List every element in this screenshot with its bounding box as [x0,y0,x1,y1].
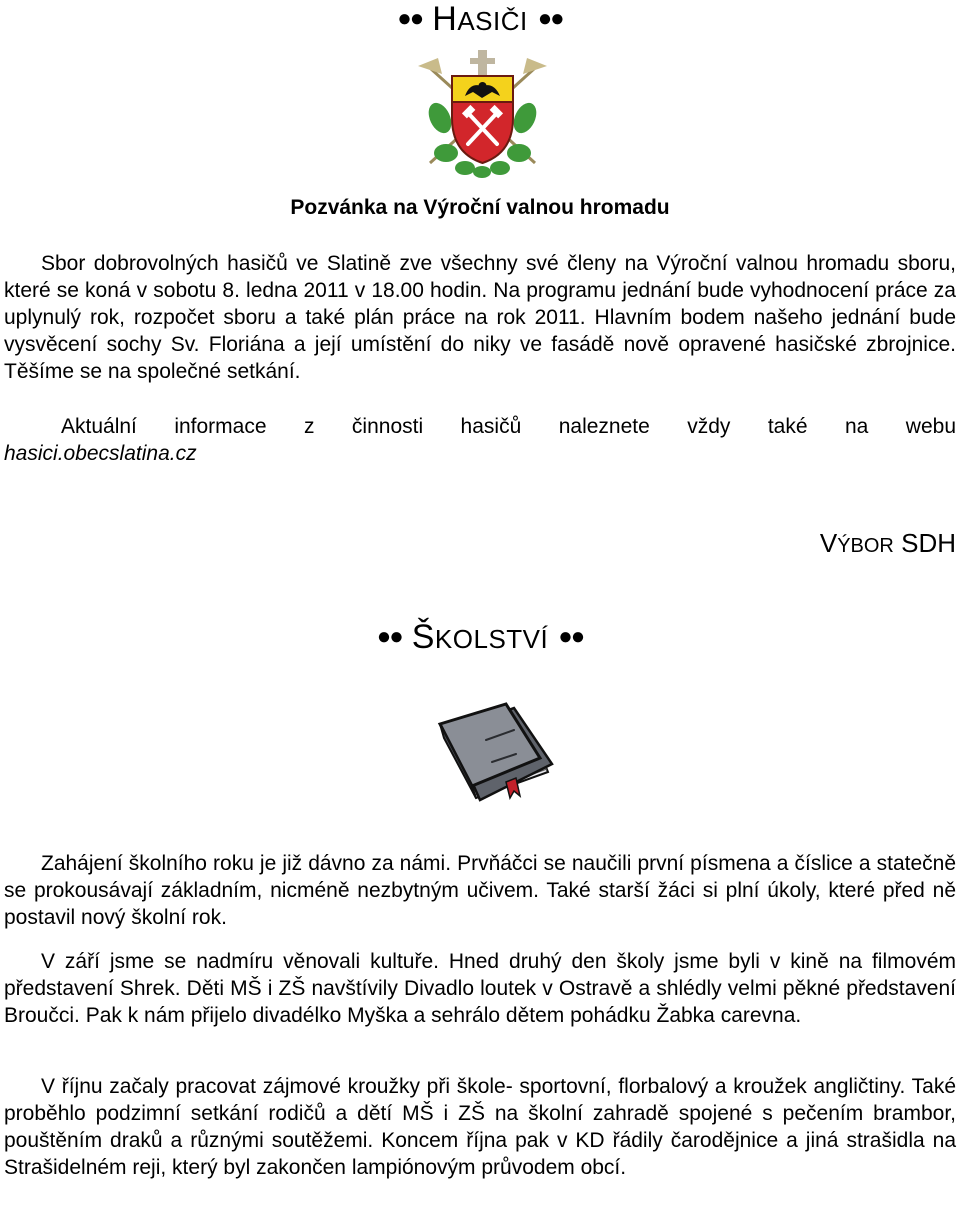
web-link[interactable]: hasici.obecslatina.cz [4,442,197,465]
school-paragraph-2: V září jsme se nadmíru věnovali kultuře. Hned druhý den školy jsme byli v kině na filmovém představení Shrek. Děti MŠ i ZŠ navštívily Divadlo loutek v Ostravě a shlédly velmi pěkné představení Broučci. Pak k nám přijelo divadélko Myška a sehrálo dětem pohádku Žabka carevna. [4,950,956,1027]
bullet-dots-left: ●● [376,623,402,650]
fire-brigade-emblem-icon [410,48,555,178]
bullet-dots-left: ●● [397,5,423,32]
school-paragraph-3: V říjnu začaly pracovat zájmové kroužky při škole- sportovní, florbalový a kroužek angličtiny. Také proběhlo podzimní setkání rodičů a dětí MŠ i ZŠ na školní zahradě spojené s pečením brambor, pouštěním draků a různými soutěžemi. Koncem října pak v KD řádily čarodějnice a jiná strašidla na Strašidelném reji, který byl zakončen lampiónovým průvodem obcí. [4,1075,956,1179]
heading-text: HASIČI [432,0,528,38]
book-icon [436,702,554,810]
signature-vybor-sdh: VÝBOR SDH [819,528,956,558]
section-heading-hasici [0,0,960,39]
section-heading-skolstvi [0,618,960,657]
school-paragraph-1: Zahájení školního roku je již dávno za námi. Prvňáčci se naučili první písmena a číslice a statečně se prokousávají základním, nicméně nezbytným učivem. Také starší žáci si plní úkoly, které před ně postavil nový školní rok. [4,852,956,929]
bullet-dots-right: ●● [537,5,563,32]
invitation-paragraph: Sbor dobrovolných hasičů ve Slatině zve všechny své členy na Výroční valnou hromadu sboru, které se koná v sobotu 8. ledna 2011 v 18.00 hodin. Na programu jednání bude vyhodnocení práce za uplynulý rok, rozpočet sboru a také plán práce na rok 2011. Hlavním bodem našeho jednání bude vysvěcení sochy Sv. Floriána a její umístění do niky ve fasádě nově opravené hasičské zbrojnice. Těšíme se na společné setkání. [4,252,956,383]
web-info-line: Aktuální informace z činnosti hasičů naleznete vždy také na webu [61,415,956,438]
bullet-dots-right: ●● [558,623,584,650]
invitation-title: Pozvánka na Výroční valnou hromadu [290,196,670,219]
heading-text: ŠKOLSTVÍ [411,618,549,656]
